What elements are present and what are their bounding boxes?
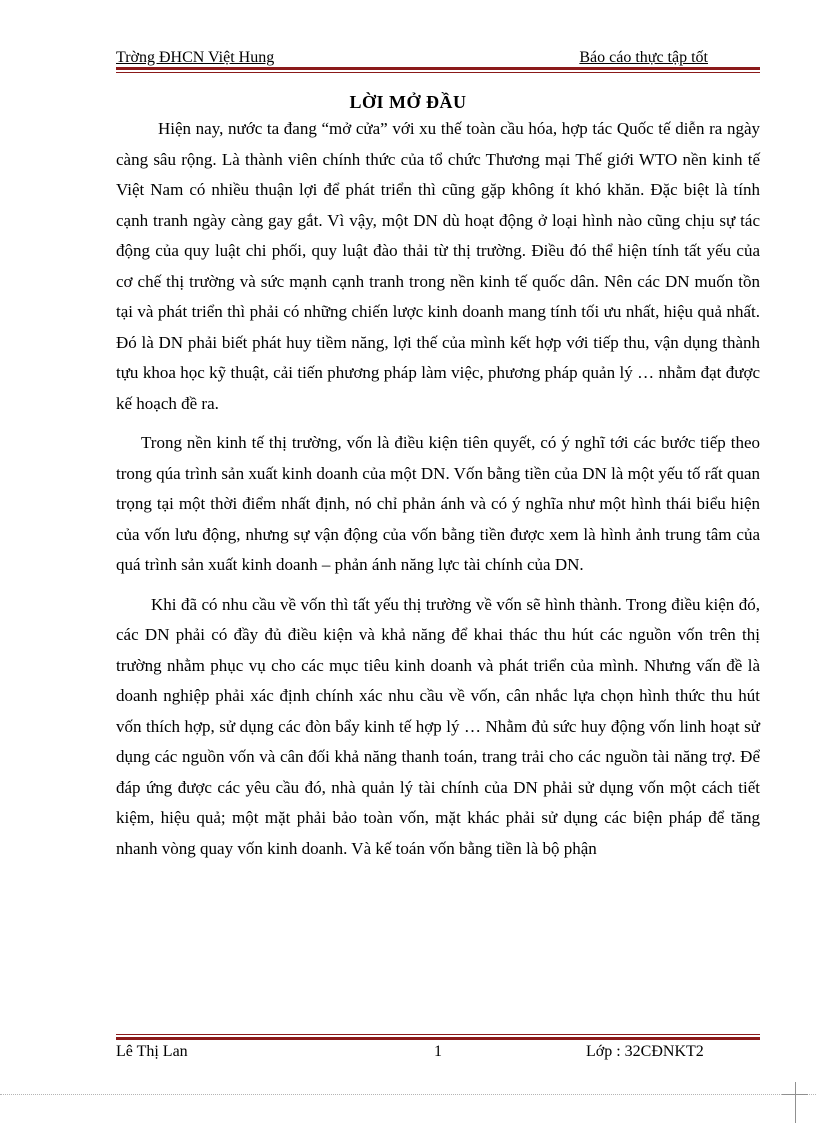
page-boundary-line: [0, 1094, 816, 1095]
paragraph-1: Hiện nay, nước ta đang “mở cửa” với xu thế toàn cầu hóa, hợp tác Quốc tế diễn ra ngày càng sâu rộng. Là thành viên chính thức của tổ chức Thương mại Thế giới WTO nền kinh tế Việt Nam có nhiều thuận lợi để phát triển thì cũng gặp không ít khó khăn. Đặc biệt là tính cạnh tranh ngày càng gay gắt. Vì vậy, một DN dù hoạt động ở loại hình nào cũng chịu sự tác động của quy luật chi phối, quy luật đào thải từ thị trường. Điều đó thể hiện tính tất yếu của cơ chế thị trường và sức mạnh cạnh tranh trong nền kinh tế quốc dân. Nên các DN muốn tồn tại và phát triển thì phải có những chiến lược kinh doanh mang tính tối ưu nhất, hiệu quả nhất. Đó là DN phải biết phát huy tiềm năng, lợi thế của mình kết hợp với tiếp thu, vận dụng thành tựu khoa học kỹ thuật, cải tiến phương pháp làm việc, phương pháp quản lý … nhằm đạt được kế hoạch đề ra.: [116, 119, 760, 413]
footer-page-number: 1: [434, 1043, 442, 1060]
header-rule-thin: [116, 72, 760, 73]
document-body: [116, 114, 760, 873]
header-report-title: Báo cáo thực tập tốt: [579, 49, 708, 66]
header-school: Trờng ĐHCN Việt Hung: [116, 49, 275, 66]
crop-mark-horizontal: [782, 1094, 808, 1095]
page-title: LỜI MỞ ĐẦU: [349, 92, 467, 112]
footer-rule-thick: [116, 1037, 760, 1040]
paragraph-3: Khi đã có nhu cầu về vốn thì tất yếu thị trường về vốn sẽ hình thành. Trong điều kiện đó, các DN phải có đầy đủ điều kiện và khả năng để khai thác thu hút các nguồn vốn trên thị trường nhằm phục vụ cho các mục tiêu kinh doanh và phát triển của mình. Nhưng vấn đề là doanh nghiệp phải xác định chính xác nhu cầu về vốn, cân nhắc lựa chọn hình thức thu hút vốn thích hợp, sử dụng các đòn bẩy kinh tế hợp lý … Nhằm đủ sức huy động vốn linh hoạt sử dụng các nguồn vốn và cân đối khả năng thanh toán, trang trải cho các nguồn tài năng trợ. Để đáp ứng được các yêu cầu đó, nhà quản lý tài chính của DN phải sử dụng vốn một cách tiết kiệm, hiệu quả; một mặt phải bảo toàn vốn, mặt khác phải sử dụng các biện pháp để tăng nhanh vòng quay vốn kinh doanh. Và kế toán vốn bằng tiền là bộ phận: [116, 594, 760, 858]
crop-mark-vertical: [795, 1082, 796, 1123]
header-rule-thick: [116, 67, 760, 70]
footer-rule-thin: [116, 1034, 760, 1035]
footer-author: Lê Thị Lan: [116, 1043, 188, 1060]
footer-class: Lớp : 32CĐNKT2: [586, 1043, 704, 1060]
page-header: [116, 47, 708, 69]
paragraph-2: Trong nền kinh tế thị trường, vốn là điều kiện tiên quyết, có ý nghĩ tới các bước tiếp theo trong qúa trình sản xuất kinh doanh của một DN. Vốn bằng tiền của DN là một yếu tố rất quan trọng tại một thời điểm nhất định, nó chỉ phản ánh và có ý nghĩa như một hình thái biểu hiện của vốn lưu động, nhưng sự vận động của vốn bằng tiền được xem là hình ảnh trung tâm của quá trình sản xuất kinh doanh – phản ánh năng lực tài chính của DN.: [116, 433, 760, 574]
